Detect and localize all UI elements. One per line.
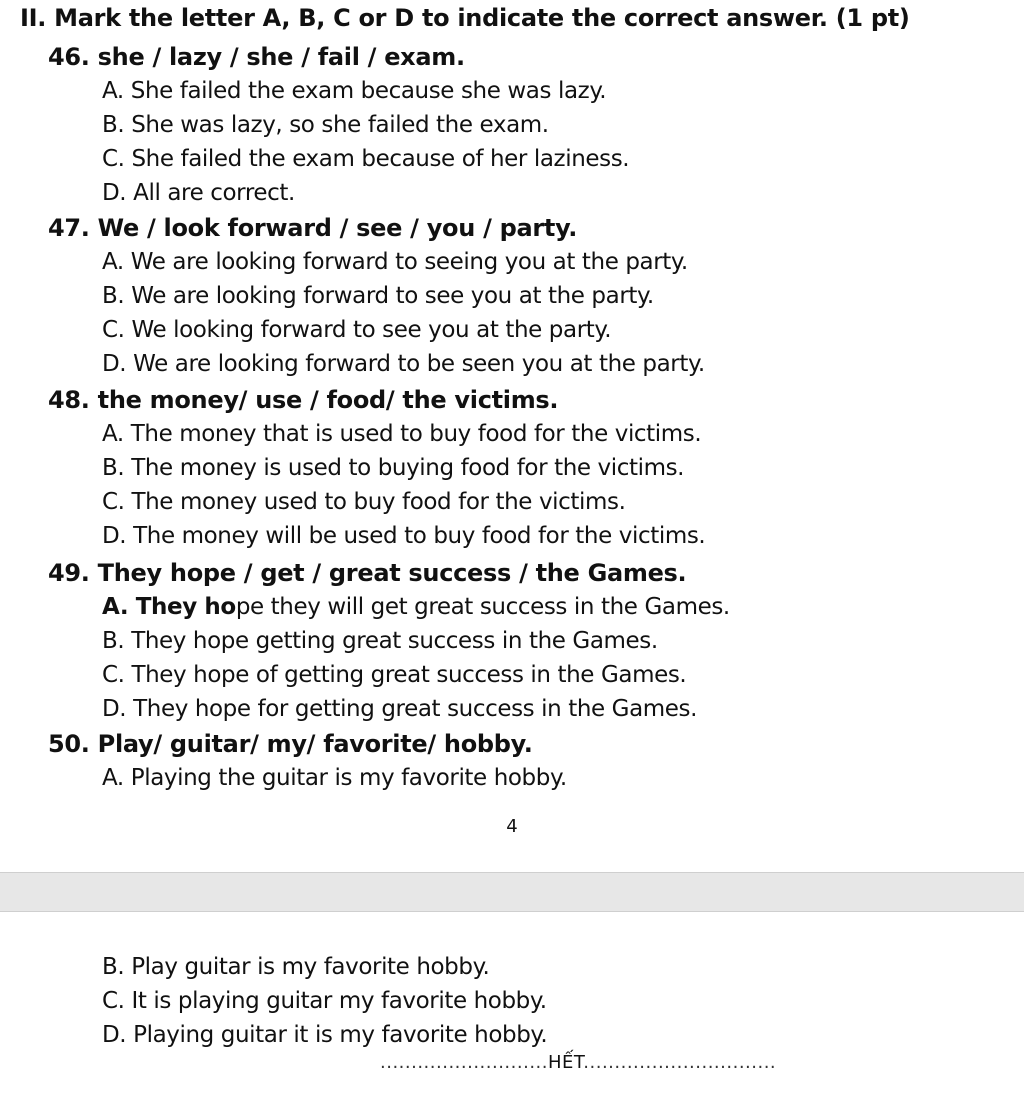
question-title: 49. They hope / get / great success / the Games. bbox=[48, 559, 687, 587]
option-a-rest: pe they will get great success in the Games. bbox=[235, 594, 730, 620]
question-title: 47. We / look forward / see / you / party. bbox=[48, 214, 578, 242]
end-marker bbox=[380, 1052, 776, 1073]
option-d: D. Playing guitar it is my favorite hobby. bbox=[102, 1022, 548, 1048]
option-b: B. The money is used to buying food for the victims. bbox=[102, 455, 685, 481]
question-title: 46. she / lazy / she / fail / exam. bbox=[48, 43, 465, 71]
option-c: C. We looking forward to see you at the party. bbox=[102, 317, 612, 343]
section-header: II. Mark the letter A, B, C or D to indicate the correct answer. (1 pt) bbox=[20, 4, 910, 32]
option-d: D. The money will be used to buy food for the victims. bbox=[102, 523, 706, 549]
option-d: D. All are correct. bbox=[102, 180, 295, 206]
option-b: B. They hope getting great success in the Games. bbox=[102, 628, 658, 654]
option-b: B. Play guitar is my favorite hobby. bbox=[102, 954, 490, 980]
question-48 bbox=[48, 383, 705, 553]
option-a: A. She failed the exam because she was lazy. bbox=[102, 78, 607, 104]
option-c: C. It is playing guitar my favorite hobby. bbox=[102, 988, 547, 1014]
option-a: A. We are looking forward to seeing you at the party. bbox=[102, 249, 688, 275]
option-b: B. We are looking forward to see you at the party. bbox=[102, 283, 654, 309]
end-dots-right: ............................... bbox=[583, 1052, 777, 1073]
question-49 bbox=[48, 556, 730, 726]
option-b: B. She was lazy, so she failed the exam. bbox=[102, 112, 549, 138]
document-page-5 bbox=[0, 912, 1024, 1107]
question-50 bbox=[48, 727, 567, 795]
option-d: D. We are looking forward to be seen you at the party. bbox=[102, 351, 705, 377]
option-a: A. Playing the guitar is my favorite hobby. bbox=[102, 765, 567, 791]
option-d: D. They hope for getting great success in the Games. bbox=[102, 696, 698, 722]
option-c: C. They hope of getting great success in the Games. bbox=[102, 662, 687, 688]
end-dots-left: ........................... bbox=[380, 1052, 548, 1073]
page-break-divider bbox=[0, 872, 1024, 912]
option-a bbox=[102, 590, 730, 624]
option-a: A. The money that is used to buy food for the victims. bbox=[102, 421, 702, 447]
option-c: C. The money used to buy food for the victims. bbox=[102, 489, 626, 515]
question-title: 50. Play/ guitar/ my/ favorite/ hobby. bbox=[48, 730, 533, 758]
question-47 bbox=[48, 211, 705, 381]
end-text: HẾT bbox=[548, 1052, 584, 1073]
option-a-bold-part: A. They ho bbox=[102, 594, 236, 620]
page-number: 4 bbox=[506, 816, 518, 837]
question-50-continued bbox=[48, 950, 547, 1052]
option-c: C. She failed the exam because of her laziness. bbox=[102, 146, 630, 172]
question-46 bbox=[48, 40, 629, 210]
question-title: 48. the money/ use / food/ the victims. bbox=[48, 386, 559, 414]
